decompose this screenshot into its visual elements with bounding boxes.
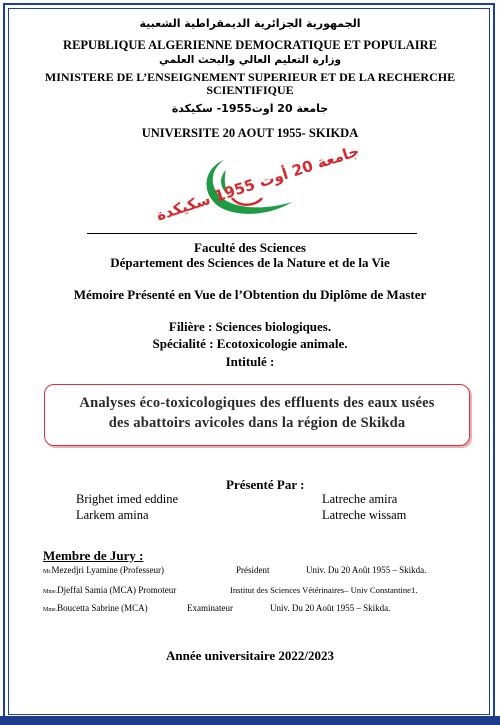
republic-title: REPUBLIQUE ALGERIENNE DEMOCRATIQUE ET POPULAIRE — [63, 38, 437, 52]
ministry-line-1: MINISTERE DE L’ENSEIGNEMENT SUPERIEUR ET DE LA RECHERCHE — [44, 70, 456, 84]
arabic-university: جامعة 20 اوت1955- سكيكدة — [171, 102, 329, 115]
university-name: UNIVERSITE 20 AOUT 1955- SKIKDA — [141, 126, 359, 140]
jury-member-name: Djeffal Samia (MCA) Promoteur — [57, 585, 177, 595]
presented-by-label: Présenté Par : — [226, 477, 305, 492]
department-name: Département des Sciences de la Nature et de la Vie — [110, 255, 390, 270]
university-logo — [154, 141, 362, 225]
ministry-line-2: SCIENTIFIQUE — [206, 83, 294, 97]
jury-institution: Univ. Du 20 Août 1955 – Skikda. — [270, 603, 391, 613]
arabic-ministry: وزارة التعليم العالي والبحث العلمي — [158, 54, 342, 66]
filiere: Filière : Sciences biologiques. — [168, 319, 332, 334]
jury-member-row — [43, 603, 148, 613]
jury-role: Président — [236, 565, 270, 575]
intitule-label: Intitulé : — [225, 354, 275, 369]
jury-label: Membre de Jury : — [43, 548, 144, 563]
specialite: Spécialité : Ecotoxicologie animale. — [152, 336, 348, 351]
jury-prefix: Mme. — [43, 607, 58, 613]
thesis-title-line-1: Analyses éco-toxicologiques des effluents des eaux usées — [79, 395, 435, 411]
thesis-title-box — [44, 384, 470, 446]
jury-member-name: Mezedjri Lyamine (Professeur) — [51, 565, 164, 575]
jury-member-row — [43, 585, 176, 595]
jury-institution: Univ. Du 20 Août 1955 – Skikda. — [306, 565, 427, 575]
jury-institution: Institut des Sciences Vétérinaires– Univ Constantine1. — [230, 585, 418, 595]
jury-role: Examinateur — [187, 603, 233, 613]
faculty-name: Faculté des Sciences — [194, 240, 306, 255]
arabic-republic: الجمهورية الجزائرية الديمقراطية الشعبية — [139, 17, 361, 30]
student-name: Latreche wissam — [322, 508, 407, 522]
jury-prefix: Mme. — [43, 589, 58, 595]
jury-member-name: Boucetta Sabrine (MCA) — [57, 603, 148, 613]
student-name: Larkem amina — [76, 508, 149, 522]
student-name: Brighet imed eddine — [76, 492, 179, 506]
jury-member-row — [43, 565, 164, 575]
academic-year: Année universitaire 2022/2023 — [165, 648, 335, 663]
page-bottom-band — [0, 716, 500, 725]
thesis-title-line-2: des abattoirs avicoles dans la région de Skikda — [108, 415, 406, 431]
jury-prefix: Mr. — [43, 569, 52, 575]
logo-text: جامعة 20 أوت 1955 سكيكدة — [154, 141, 362, 225]
divider-line — [87, 233, 417, 234]
student-name: Latreche amira — [322, 492, 398, 506]
memoire-statement: Mémoire Présenté en Vue de l’Obtention du Diplôme de Master — [73, 287, 427, 302]
